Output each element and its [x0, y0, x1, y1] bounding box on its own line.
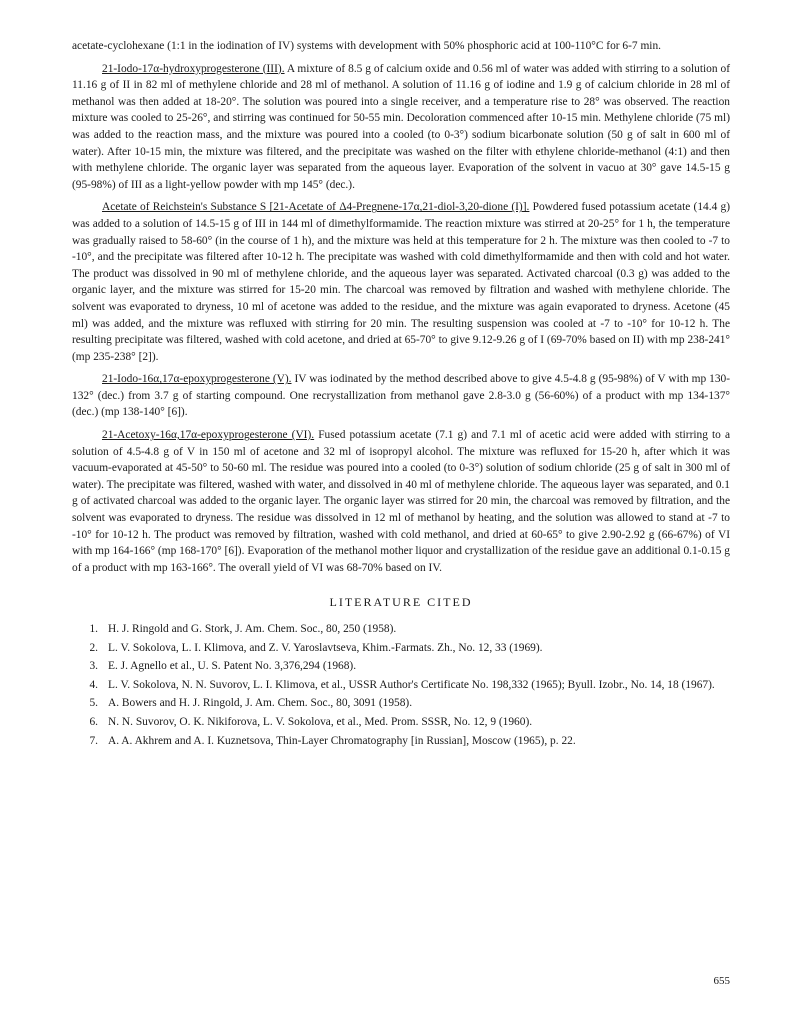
- paragraph-2-body: Powdered fused potassium acetate (14.4 g) was added to a solution of 14.5-15 g of III in 144 ml of dimethylformamide. The reaction mixture was stirred at 20-25° for 1 h, the temperature was gradually raised to 58-60° (in the course of 1 h), and the mixture was held at this temperature for 2 h. The mixture was then cooled to -7 to -10°, and the precipitate was filtered after 10-12 h. The precipitate was washed with cold dimethylformamide and then with cold and hot water. The product was dissolved in 90 ml of methylene chloride, and the aqueous layer was separated. Activated charcoal (0.3 g) was added to the organic layer, and the mixture was stirred for 15-20 min. The charcoal was removed by filtration and washed with methylene chloride. The solvent was evaporated to dryness, 10 ml of acetone was added to the residue, and the mixture was again evaporated to dryness. Acetone (45 ml) was added, and the mixture was refluxed with stirring for 20 min. The resulting suspension was cooled at -7 to -10° for 10-12 h. The resulting precipitate was filtered, washed with cold acetone, and dried at 65-70° to give 9.12-9.26 g of I (69-70% based on II) with mp 238-241° (mp 235-238° [2]).: [72, 201, 730, 363]
- reference-text: H. J. Ringold and G. Stork, J. Am. Chem. Soc., 80, 250 (1958).: [108, 623, 397, 635]
- reference-item: [72, 677, 730, 694]
- reference-item: [72, 714, 730, 731]
- section-title-i: Acetate of Reichstein's Substance S [21-Acetate of Δ4-Pregnene-17α,21-diol-3,20-dione (I)].: [102, 201, 530, 214]
- reference-number: 1.: [89, 623, 98, 635]
- paragraph-iodo-epoxyprogesterone: [72, 371, 730, 421]
- paragraph-0-text: acetate-cyclohexane (1:1 in the iodination of IV) systems with development with 50% phosphoric acid at 100-110°C for 6-7 min.: [72, 40, 662, 52]
- paragraph-iodo-hydroxyprogesterone: [72, 61, 730, 194]
- reference-item: [72, 658, 730, 675]
- reference-number: 2.: [89, 641, 98, 654]
- reference-number: 3.: [89, 660, 98, 673]
- reference-item: [72, 640, 730, 657]
- reference-text: L. V. Sokolova, L. I. Klimova, and Z. V. Yaroslavtseva, Khim.-Farmats. Zh., No. 12, 33 (1969).: [108, 641, 543, 654]
- reference-item: [72, 733, 730, 750]
- reference-item: [72, 695, 730, 712]
- body-text: [72, 38, 730, 751]
- reference-number: 4.: [89, 678, 98, 691]
- reference-number: 7.: [89, 734, 98, 747]
- reference-text: A. Bowers and H. J. Ringold, J. Am. Chem. Soc., 80, 3091 (1958).: [108, 697, 413, 710]
- reference-number: 5.: [89, 697, 98, 710]
- literature-heading: LITERATURE CITED: [329, 595, 473, 610]
- reference-text: N. N. Suvorov, O. K. Nikiforova, L. V. Sokolova, et al., Med. Prom. SSSR, No. 12, 9 (1960).: [108, 715, 533, 728]
- section-title-vi: 21-Acetoxy-16α,17α-epoxyprogesterone (VI).: [102, 429, 315, 442]
- section-title-v: 21-Iodo-16α,17α-epoxyprogesterone (V).: [102, 373, 292, 386]
- paragraph-0: [72, 38, 730, 55]
- section-title-iii: 21-Iodo-17α-hydroxyprogesterone (III).: [102, 62, 285, 75]
- reference-text: A. A. Akhrem and A. I. Kuznetsova, Thin-Layer Chromatography [in Russian], Moscow (1965), p. 22.: [108, 734, 576, 747]
- reference-list: [72, 621, 730, 749]
- reference-text: E. J. Agnello et al., U. S. Patent No. 3,376,294 (1968).: [108, 660, 357, 673]
- reference-number: 6.: [89, 715, 98, 728]
- paragraph-acetoxy-epoxyprogesterone: [72, 427, 730, 576]
- reference-text: L. V. Sokolova, N. N. Suvorov, L. I. Klimova, et al., USSR Author's Certificate No. 198,332 (1965); Byull. Izobr., No. 14, 18 (1967).: [108, 678, 715, 691]
- paragraph-reichstein-acetate: [72, 199, 730, 365]
- paragraph-3-body: IV was iodinated by the method described above to give 4.5-4.8 g (95-98%) of V with mp 130-132° (dec.) from 3.7 g of starting compound. One recrystallization from methanol gave 2.8-3.0 g (56-60%) of a product with mp 134-137° (dec.) (mp 138-140° [6]).: [72, 373, 730, 419]
- page-number: 655: [713, 975, 730, 987]
- paragraph-1-body: A mixture of 8.5 g of calcium oxide and 0.56 ml of water was added with stirring to a solution of 11.16 g of II in 82 ml of methylene chloride and 28 ml of methanol. A solution of 11.16 g of iodine and 1.9 g of calcium chloride in 28 ml of methanol was then added at 18-20°. The solution was poured into a single receiver, and a temperature rise to 28° was observed. The reaction mixture was cooled to 25-26°, and stirring was continued for 50-55 min. Decoloration commenced after 10-15 min. Methylene chloride (75 ml) was added to the reaction mass, and the mixture was poured into a cooled (to 0-3°) sodium bicarbonate solution (50 g of salt in 600 ml of water). After 10-15 min, the mixture was filtered, and the precipitate was washed on the filter with ethylene chloride-methanol (4:1) and then with methylene chloride. The organic layer was separated from the aqueous layer. Evaporation of the solvent in vacuo at 30° gave 14.5-15 g (95-98%) of III as a light-yellow powder with mp 145° (dec.).: [72, 62, 730, 191]
- reference-item: [72, 621, 730, 638]
- paragraph-4-body: Fused potassium acetate (7.1 g) and 7.1 ml of acetic acid were added with stirring to a solution of 4.5-4.8 g of V in 150 ml of acetone and 32 ml of isopropyl alcohol. The mixture was refluxed for 15-20 h, after which it was vacuum-evaporated at 45-50° to 50-60 ml. The residue was poured into a cooled (to 0-3°) solution of sodium chloride (25 g of salt in 300 ml of water). The precipitate was filtered, washed with water, and dissolved in 40 ml of methylene chloride. The aqueous layer was separated, and 0.1 g of activated charcoal was added to the organic layer. The organic layer was stirred for 20 min, the charcoal was removed by filtration, and the solvent was evaporated to dryness. The residue was dissolved in 12 ml of methanol by heating, and the solution was allowed to stand at -7 to -10° for 10-12 h. The product was removed by filtration, washed with cold methanol, and dried at 60-65° to give 2.90-2.92 g (66-67%) of VI with mp 164-166° (mp 168-170° [6]). Evaporation of the methanol mother liquor and crystallization of the residue gave an additional 0.1-0.15 g of a product with mp 163-166°. The overall yield of VI was 68-70% based on IV.: [72, 429, 731, 574]
